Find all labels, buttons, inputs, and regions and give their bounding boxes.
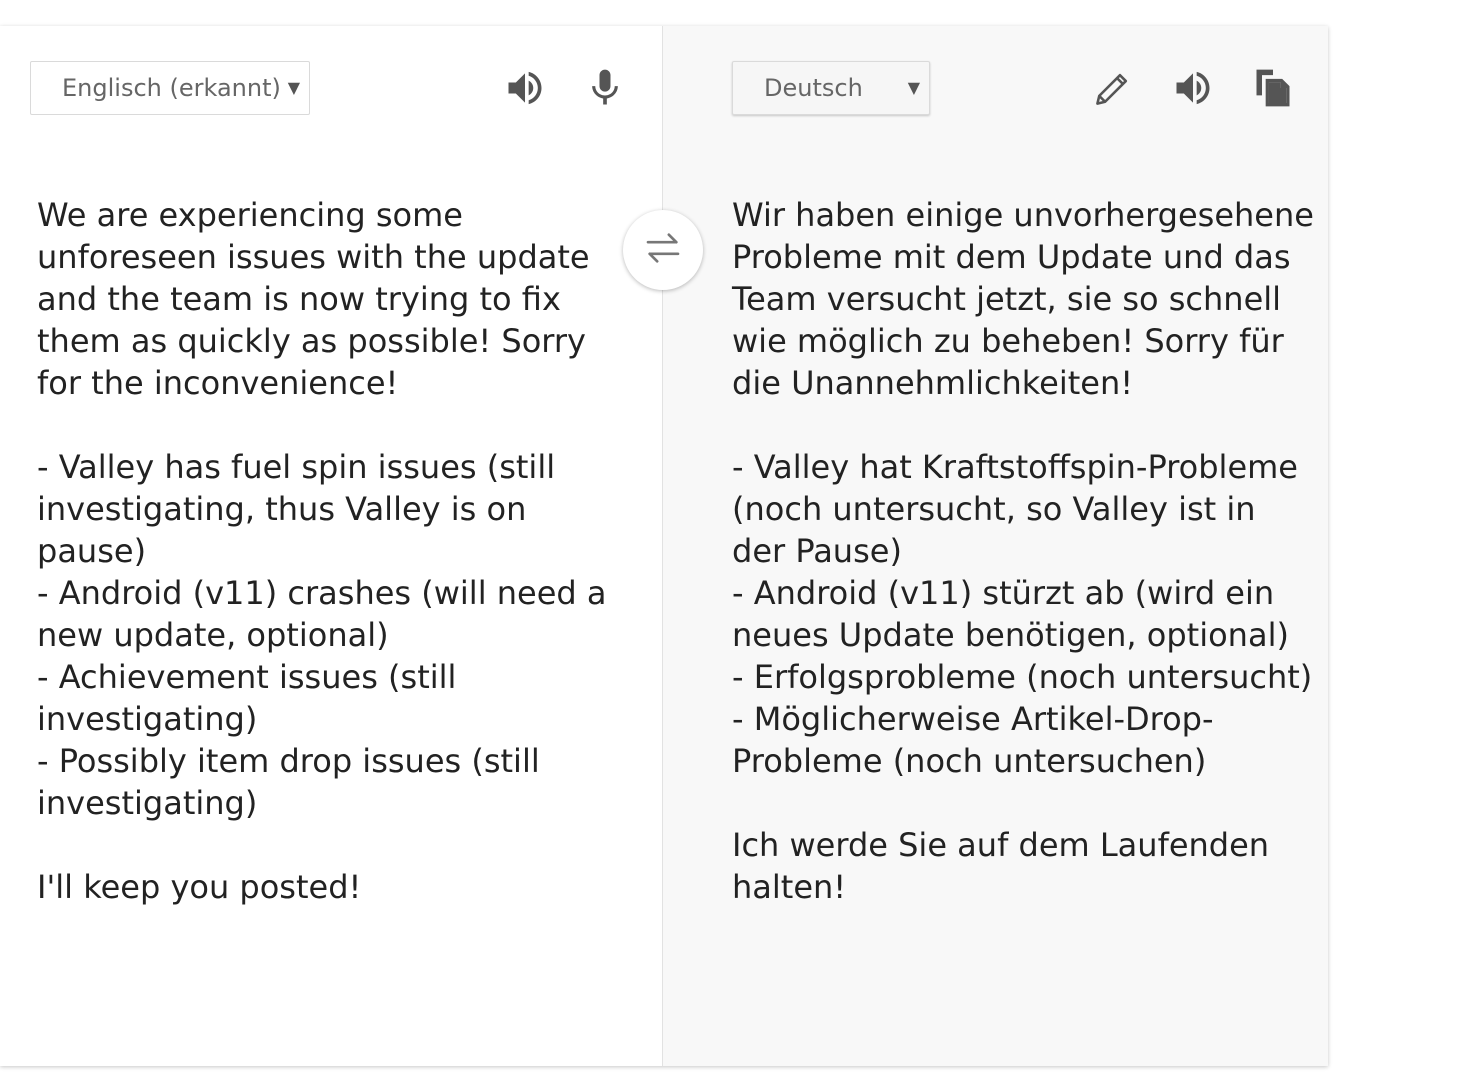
chevron-down-icon: ▼ <box>907 78 920 97</box>
edit-translation-button[interactable] <box>1089 64 1137 112</box>
target-pane <box>662 26 1328 1066</box>
source-pane <box>0 26 662 1066</box>
pencil-icon <box>1091 66 1135 110</box>
translation-output: Wir haben einige unvorhergesehene Probleme mit dem Update und das Team versucht jetzt, sie so schnell wie möglich zu beheben! Sorry für die Unannehmlichkeiten! - Valley hat Kraftstoffspin-Probleme (noch untersucht, so Valley ist in der Pause) - Android (v11) stürzt ab (wird ein neues Update benötigen, optional) - Erfolgsprobleme (noch untersucht) - Möglicherweise Artikel-Drop-Probleme (noch untersuchen) Ich werde Sie auf dem Laufenden halten! <box>732 196 1314 906</box>
source-listen-button[interactable] <box>501 64 549 112</box>
microphone-icon <box>583 66 627 110</box>
microphone-button[interactable] <box>581 64 629 112</box>
chevron-down-icon: ▼ <box>287 78 300 97</box>
source-text-input[interactable]: We are experiencing some unforeseen issues with the update and the team is now trying to fix them as quickly as possible! Sorry for the inconvenience! - Valley has fuel spin issues (still investigating, thus Valley is on pause) - Android (v11) crashes (will need a new update, optional) - Achievement issues (still investigating) - Possibly item drop issues (still investigating) I'll keep you posted! <box>37 196 607 906</box>
swap-languages-button[interactable] <box>623 210 703 290</box>
speaker-icon <box>503 66 547 110</box>
swap-arrows-icon <box>643 228 683 272</box>
source-language-label: Englisch (erkannt) <box>62 74 281 102</box>
speaker-icon <box>1171 66 1215 110</box>
copy-translation-button[interactable] <box>1249 64 1297 112</box>
translator-panel <box>0 26 1328 1066</box>
target-listen-button[interactable] <box>1169 64 1217 112</box>
source-language-select[interactable] <box>30 61 310 115</box>
target-language-label: Deutsch <box>764 74 863 102</box>
copy-icon <box>1251 66 1295 110</box>
target-language-select[interactable] <box>732 61 930 115</box>
